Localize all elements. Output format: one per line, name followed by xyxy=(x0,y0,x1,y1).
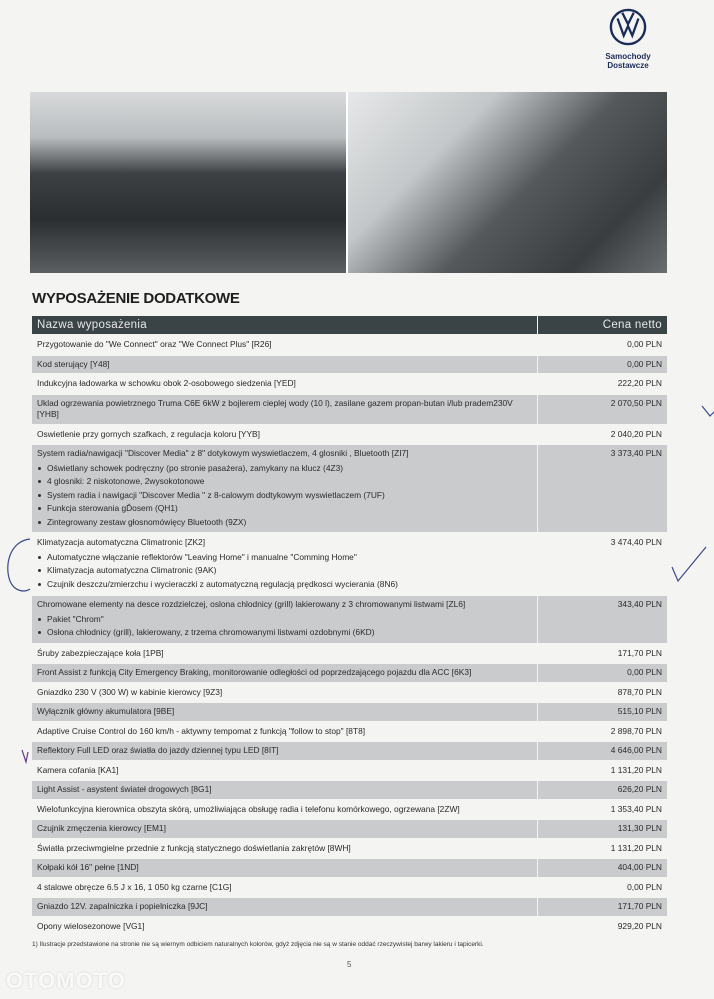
equipment-name-cell xyxy=(32,761,537,781)
equipment-name: Gniazdo 12V. zapalniczka i popielniczka [9JC] xyxy=(37,901,208,911)
equipment-name: Gniazdko 230 V (300 W) w kabinie kierowcy [9Z3] xyxy=(37,686,223,697)
equipment-name: 4 stalowe obręcze 6.5 J x 16, 1 050 kg czarne [C1G] xyxy=(37,881,232,892)
equipment-name-cell xyxy=(32,780,537,800)
equipment-name: Indukcyjna ładowarka w schowku obok 2-osobowego siedzenia [YED] xyxy=(37,378,296,388)
price-cell: 0,00 PLN xyxy=(537,335,667,355)
table-row xyxy=(32,800,667,820)
table-row xyxy=(32,858,667,878)
equipment-name-cell xyxy=(32,374,537,394)
table-row xyxy=(32,897,667,917)
vw-emblem-icon xyxy=(609,8,647,46)
table-row xyxy=(32,839,667,859)
price-cell: 343,40 PLN xyxy=(537,595,667,644)
equipment-table xyxy=(32,316,667,935)
price-cell: 1 353,40 PLN xyxy=(537,800,667,820)
price-cell: 878,70 PLN xyxy=(537,683,667,703)
table-row xyxy=(32,878,667,898)
table-row xyxy=(32,533,667,595)
equipment-name: Oswietlenie przy gornych szafkach, z regulacja koloru [YYB] xyxy=(37,428,260,439)
included-item: Funkcja sterowania gĎosem (QH1) xyxy=(37,502,532,516)
included-item: 4 glosniki: 2 niskotonowe, 2wysokotonowe xyxy=(37,475,532,489)
price-cell: 2 040,20 PLN xyxy=(537,425,667,445)
equipment-name: Czujnik zmęczenia kierowcy [EM1] xyxy=(37,823,166,833)
price-cell: 515,10 PLN xyxy=(537,702,667,722)
brand-line2: Dostawcze xyxy=(607,61,649,70)
price-cell: 4 646,00 PLN xyxy=(537,741,667,761)
price-cell: 2 898,70 PLN xyxy=(537,722,667,742)
included-item: System radia i nawigacji "Discover Media " z 8-calowym dodtykowym wyswietlaczem (7UF) xyxy=(37,489,532,503)
table-row xyxy=(32,644,667,664)
price-cell: 2 070,50 PLN xyxy=(537,394,667,425)
price-cell: 0,00 PLN xyxy=(537,878,667,898)
table-row xyxy=(32,819,667,839)
page-number: 5 xyxy=(347,960,352,969)
equipment-name: Uklad ogrzewania powietrznego Truma C6E 6kW z bojlerem cieplej wody (10 l), zasilane gazem propan-butan i/lub pradem230V [YHB] xyxy=(37,397,513,419)
price-cell: 222,20 PLN xyxy=(537,374,667,394)
equipment-name: Przygotowanie do "We Connect" oraz "We Connect Plus" [R26] xyxy=(37,339,272,349)
table-row xyxy=(32,683,667,703)
included-item: Automatyczne włączanie reflektorów "Leaving Home" i manualne "Comming Home" xyxy=(37,551,532,565)
included-item: Oświetlany schowek podręczny (po stronie pasażera), zamykany na klucz (4Z3) xyxy=(37,462,532,476)
equipment-name-cell xyxy=(32,644,537,664)
price-cell: 171,70 PLN xyxy=(537,644,667,664)
equipment-name-cell xyxy=(32,878,537,898)
dashboard-photo xyxy=(30,92,346,273)
price-cell: 171,70 PLN xyxy=(537,897,667,917)
price-cell: 3 373,40 PLN xyxy=(537,444,667,533)
included-item: Klimatyzacja automatyczna Climatronic (9AK) xyxy=(37,564,532,578)
watermark: OTOMOTO xyxy=(6,968,126,993)
footnote: 1) Ilustracje przedstawione na stronie nie są wiernym odbiciem naturalnych kolorów, gdyż zdjęcia nie są w stanie oddać rzeczywistej barwy lakieru i tapicerki. xyxy=(32,941,484,948)
table-row xyxy=(32,374,667,394)
brand-line1: Samochody xyxy=(605,52,651,61)
equipment-name-cell xyxy=(32,355,537,375)
equipment-name: Klimatyzacja automatyczna Climatronic [ZK2] xyxy=(37,537,206,547)
included-item: Osłona chłodnicy (grill), lakierowany, z trzema chromowanymi listwami ozdobnymi (6KD) xyxy=(37,626,532,640)
equipment-name-cell xyxy=(32,917,537,936)
equipment-name: Light Assist - asystent świateł drogowych [8G1] xyxy=(37,784,212,794)
equipment-name: System radia/nawigacji "Discover Media" z 8" dotykowym wyswietlaczem, 4 glosniki , Bluetooth [ZI7] xyxy=(37,448,409,458)
equipment-name: Adaptive Cruise Control do 160 km/h - aktywny tempomat z funkcją "follow to stop" [8T8] xyxy=(37,725,366,736)
price-cell: 0,00 PLN xyxy=(537,663,667,683)
table-row xyxy=(32,761,667,781)
table-row xyxy=(32,394,667,425)
equipment-name: Kamera cofania [KA1] xyxy=(37,764,119,775)
page-title: WYPOSAŻENIE DODATKOWE xyxy=(32,290,240,307)
table-row xyxy=(32,741,667,761)
price-cell: 0,00 PLN xyxy=(537,355,667,375)
price-cell: 404,00 PLN xyxy=(537,858,667,878)
price-cell: 626,20 PLN xyxy=(537,780,667,800)
equipment-name: Śruby zabezpieczające koła [1PB] xyxy=(37,647,164,658)
pen-checkmark-icon xyxy=(700,390,714,420)
equipment-name-cell xyxy=(32,425,537,445)
price-cell: 1 131,20 PLN xyxy=(537,761,667,781)
table-row xyxy=(32,917,667,936)
table-row xyxy=(32,335,667,355)
equipment-name: Kod sterujący [Y48] xyxy=(37,358,110,369)
included-items xyxy=(37,551,532,592)
seats-photo xyxy=(348,92,667,273)
equipment-name-cell xyxy=(32,595,537,644)
included-item: Czujnik deszczu/zmierzchu i wycieraczki z automatyczną regulacją prędkosci wycierania (8N6) xyxy=(37,578,532,592)
price-cell: 131,30 PLN xyxy=(537,819,667,839)
included-items xyxy=(37,462,532,530)
equipment-name: Wielofunkcyjna kierownica obszyta skórą, umożliwiająca obsługę radia i telefonu komórkowego, ogrzewana [2ZW] xyxy=(37,803,460,814)
interior-photo xyxy=(30,92,667,273)
equipment-name-cell xyxy=(32,800,537,820)
equipment-name: Front Assist z funkcją City Emergency Braking, monitorowanie odległości od poprzedzającego pojazdu dla ACC [6K3] xyxy=(37,667,472,677)
table-row xyxy=(32,722,667,742)
table-row xyxy=(32,425,667,445)
equipment-name: Światła przeciwmgielne przednie z funkcją statycznego doświetlania zakrętów [8WH] xyxy=(37,842,351,853)
included-item: Pakiet "Chrom" xyxy=(37,613,532,627)
equipment-name-cell xyxy=(32,394,537,425)
equipment-name-cell xyxy=(32,839,537,859)
pen-checkmark-icon xyxy=(670,545,710,585)
table-row xyxy=(32,780,667,800)
header-name: Nazwa wyposażenia xyxy=(32,316,537,335)
equipment-name-cell xyxy=(32,722,537,742)
equipment-name: Wyłącznik główny akumulatora [9BE] xyxy=(37,706,175,716)
table-row xyxy=(32,702,667,722)
included-items xyxy=(37,613,532,640)
header-price: Cena netto xyxy=(537,316,667,335)
price-cell: 3 474,40 PLN xyxy=(537,533,667,595)
equipment-name-cell xyxy=(32,702,537,722)
equipment-name-cell xyxy=(32,533,537,595)
table-row xyxy=(32,595,667,644)
vw-logo xyxy=(598,8,658,70)
included-item: Zintegrowany zestaw głosnomówięcy Bluetooth (9ZX) xyxy=(37,516,532,530)
equipment-name-cell xyxy=(32,683,537,703)
table-row xyxy=(32,355,667,375)
equipment-name-cell xyxy=(32,819,537,839)
equipment-name: Opony wielosezonowe [VG1] xyxy=(37,920,145,931)
equipment-name-cell xyxy=(32,663,537,683)
equipment-name-cell xyxy=(32,897,537,917)
equipment-name-cell xyxy=(32,741,537,761)
equipment-name-cell xyxy=(32,335,537,355)
pen-circle-mark-icon xyxy=(2,535,32,595)
price-cell: 929,20 PLN xyxy=(537,917,667,936)
equipment-name-cell xyxy=(32,858,537,878)
equipment-name-cell xyxy=(32,444,537,533)
table-row xyxy=(32,444,667,533)
equipment-name: Kołpaki kół 16" pełne [1ND] xyxy=(37,862,139,872)
table-row xyxy=(32,663,667,683)
equipment-name: Chromowane elementy na desce rozdzielczej, oslona chlodnicy (grill) lakierowany z 3 chromowanymi listwami [ZL6] xyxy=(37,599,466,609)
equipment-name: Reflektory Full LED oraz światła do jazdy dziennej typu LED [8IT] xyxy=(37,745,279,755)
price-cell: 1 131,20 PLN xyxy=(537,839,667,859)
